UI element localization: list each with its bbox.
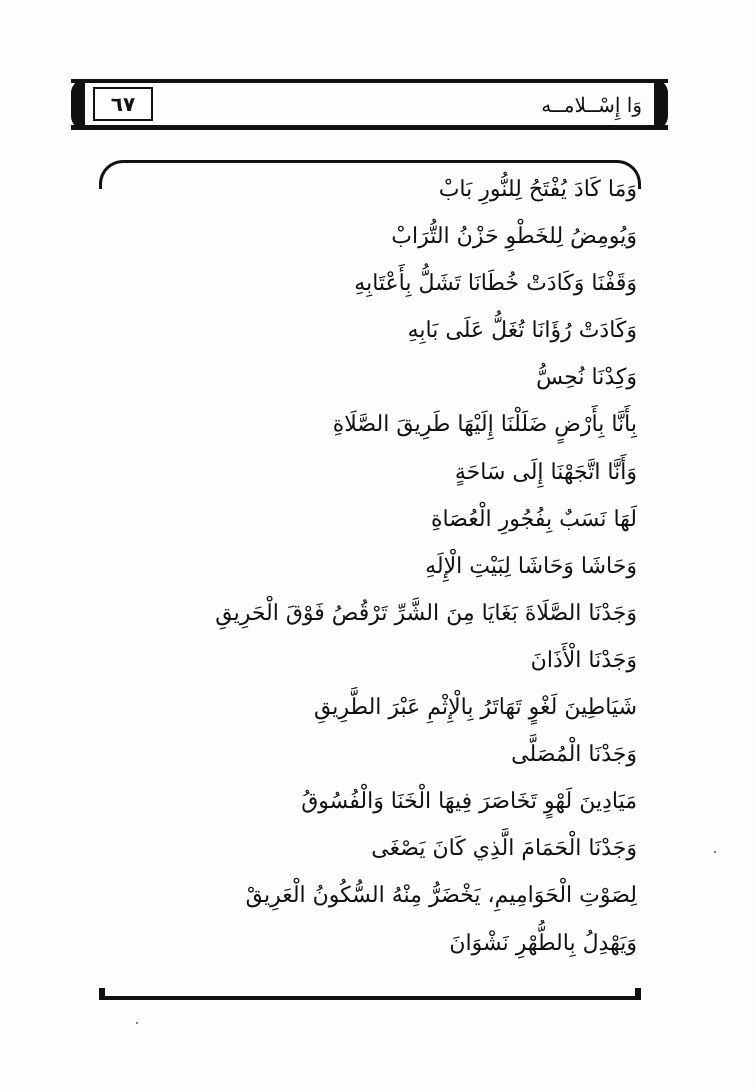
frame-bottom-rule	[99, 996, 641, 1000]
poem-line: وَكَادَتْ رُؤَانَا تُغَلُّ عَلَى بَابِهِ	[407, 318, 637, 344]
poem-line: مَيَادِينَ لَهْوٍ تَخَاصَرَ فِيهَا الْخَنَا وَالْفُسُوقُ	[301, 789, 637, 815]
poem-line: وَحَاشَا وَحَاشَا لِبَيْتِ الْإِلَهِ	[425, 553, 637, 579]
poem-line: وَيَهْدِلُ بِالطُّهْرِ نَشْوَانَ	[449, 930, 637, 956]
poem-line: بِأَنَّا بِأَرْضٍ ضَلَلْنَا إِلَيْهَا طَرِيقَ الصَّلَاةِ	[332, 412, 637, 438]
frame-top-rule	[123, 160, 617, 163]
frame-corner-bottom-right	[635, 988, 641, 1000]
header-left-cap	[71, 79, 85, 130]
poem-line: وَيُومِضُ لِلخَطْوِ حَزْنُ التُّرَابْ	[391, 224, 637, 250]
poem-line: وَمَا كَادَ يُفْتَحُ لِلنُّورِ بَابْ	[438, 177, 637, 202]
header-right-cap	[654, 79, 668, 130]
scan-speck	[714, 851, 716, 853]
poem-line: وَقَفْنَا وَكَادَتْ خُطَانَا تَشَلُّ بِأَعْتَابِهِ	[354, 271, 637, 297]
header-top-rule	[71, 79, 668, 83]
page-header	[71, 79, 668, 133]
poem-line: لِصَوْتِ الْحَوَامِيمِ، يَخْضَرُّ مِنْهُ السُّكُونُ الْعَرِيقْ	[245, 883, 637, 909]
frame-corner-bottom-left	[99, 988, 105, 1000]
poem	[117, 166, 637, 967]
poem-line: وَجَدْنَا الْحَمَامَ الَّذِي كَانَ يَصْغَى	[371, 836, 637, 862]
poem-line: وَجَدْنَا الْمُصَلَّى	[511, 742, 637, 768]
poem-line: وَجَدْنَا الصَّلَاةَ بَغَايَا مِنَ الشَّرِّ تَرْقُصُ فَوْقَ الْحَرِيقِ	[215, 600, 637, 626]
poem-line: وَجَدْنَا الْأَذَانَ	[530, 647, 637, 673]
running-head: وَا إِسْــلامــه	[541, 93, 642, 117]
scan-speck	[136, 1022, 138, 1024]
page-number: ٦٧	[93, 87, 153, 121]
poem-line: لَهَا نَسَبٌ بِفُجُورِ الْعُصَاةِ	[430, 506, 637, 532]
poem-line: شَيَاطِينَ لَغْوٍ تَهَاتَرُ بِالْإِثْمِ عَبْرَ الطَّرِيقِ	[313, 695, 637, 721]
header-bottom-rule	[71, 125, 668, 130]
poem-line: وَكِدْنَا نُحِسُّ	[536, 365, 637, 391]
poem-line: وَأَنَّا اتَّجَهْنَا إِلَى سَاحَةٍ	[454, 459, 637, 485]
